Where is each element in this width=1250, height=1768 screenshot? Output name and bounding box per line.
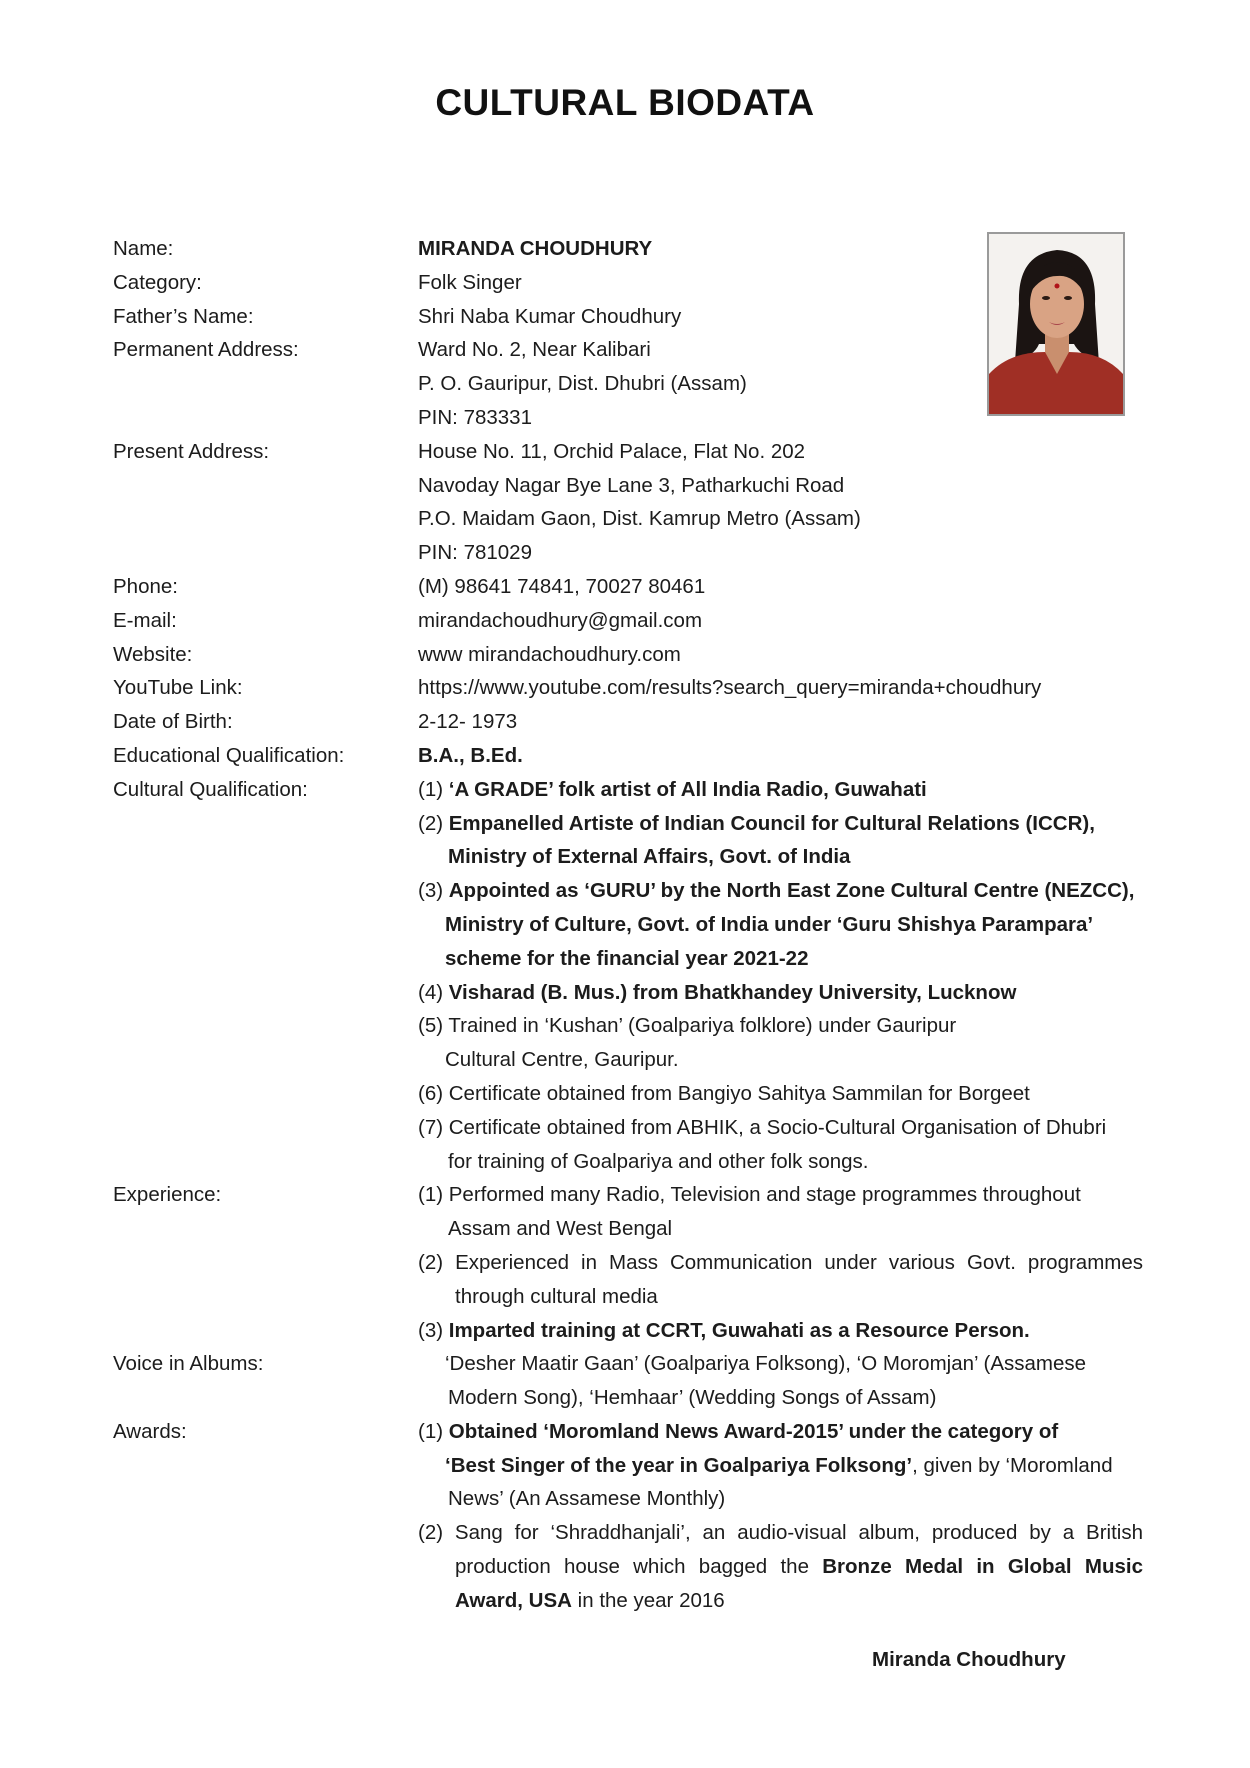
item-text: Bronze Medal in Global Music [822,1555,1143,1579]
item-text: Modern Song), ‘Hemhaar’ (Wedding Songs of Assam) [448,1386,937,1410]
phone-label: Phone: [113,574,178,598]
item-number: (2) [418,811,449,835]
father-row [113,300,1143,334]
email-row [113,604,1143,638]
address-line: P.O. Maidam Gaon, Dist. Kamrup Metro (Assam) [418,507,861,531]
dob-value: 2-12- 1973 [418,710,518,734]
permanent-address-value [418,333,1143,434]
experience-list [418,1178,1143,1347]
item-text: Appointed as ‘GURU’ by the North East Zone Cultural Centre (NEZCC), [448,879,1135,903]
name-label: Name: [113,237,174,260]
item-text: Empanelled Artiste of Indian Council for Cultural Relations (ICCR), [448,811,1095,835]
address-line: House No. 11, Orchid Palace, Flat No. 202 [418,439,806,463]
present-address-label: Present Address: [113,439,270,463]
item-text: (6) Certificate obtained from Bangiyo Sahitya Sammilan for Borgeet [418,1081,1030,1105]
youtube-value[interactable]: https://www.youtube.com/results?search_query=miranda+choudhury [418,676,1042,700]
item-text: (2) Experienced in Mass Communication under various Govt. programmes [418,1250,1143,1274]
youtube-label: YouTube Link: [113,676,243,700]
dob-row [113,705,1143,739]
cultural-list [418,773,1143,1179]
signature: Miranda Choudhury [872,1648,1066,1671]
awards-row [113,1415,1143,1618]
website-label: Website: [113,642,193,666]
albums-row [113,1347,1143,1415]
list-item [418,773,1143,807]
item-text: scheme for the financial year 2021-22 [445,946,809,970]
item-text: (5) Trained in ‘Kushan’ (Goalpariya folklore) under Gauripur [418,1014,957,1038]
address-line: PIN: 781029 [418,541,532,565]
list-item [418,874,1143,975]
list-item [418,1009,1143,1077]
list-item [418,1246,1143,1314]
dob-label: Date of Birth: [113,710,233,734]
item-text: Obtained ‘Moromland News Award-2015’ under the category of [448,1419,1059,1443]
item-text: Visharad (B. Mus.) from Bhatkhandey University, Lucknow [448,980,1017,1004]
permanent-address-row [113,333,1143,434]
list-item [418,1111,1143,1179]
address-line: Ward No. 2, Near Kalibari [418,338,651,362]
item-text: production house which bagged the [455,1555,823,1579]
list-item [418,1415,1143,1516]
item-text: Ministry of Culture, Govt. of India under ‘Guru Shishya Parampara’ [445,912,1094,936]
address-line: PIN: 783331 [418,405,532,429]
item-text: ‘Desher Maatir Gaan’ (Goalpariya Folksong), ‘O Moromjan’ (Assamese [445,1352,1087,1376]
phone-row [113,570,1143,604]
awards-label: Awards: [113,1419,187,1443]
list-item [418,1516,1143,1617]
item-text: News’ (An Assamese Monthly) [448,1487,726,1511]
permanent-address-label: Permanent Address: [113,338,299,362]
present-address-value [418,435,1143,570]
awards-list [418,1415,1143,1618]
item-number: (4) [418,980,449,1004]
address-line: P. O. Gauripur, Dist. Dhubri (Assam) [418,372,747,396]
item-number: (3) [418,879,449,903]
name-value: MIRANDA CHOUDHURY [418,237,653,260]
item-text: (2) Sang for ‘Shraddhanjali’, an audio-visual album, produced by a British [418,1521,1143,1545]
item-text: , given by ‘Moromland [912,1453,1113,1477]
biodata-body [113,232,1143,1618]
item-text: (7) Certificate obtained from ABHIK, a Socio-Cultural Organisation of Dhubri [418,1115,1107,1139]
item-text: for training of Goalpariya and other folk songs. [448,1149,869,1173]
education-label: Educational Qualification: [113,743,345,767]
item-text: Ministry of External Affairs, Govt. of India [448,845,851,869]
website-value[interactable]: www mirandachoudhury.com [418,642,681,666]
item-text: Award, USA [455,1588,572,1612]
albums-label: Voice in Albums: [113,1352,264,1376]
item-text: ‘Best Singer of the year in Goalpariya Folksong’ [445,1453,913,1477]
category-label: Category: [113,270,202,294]
list-item [418,1178,1143,1246]
education-value: B.A., B.Ed. [418,743,523,767]
item-text: through cultural media [455,1284,658,1308]
cultural-row [113,773,1143,1179]
name-row [113,232,1143,266]
document-title: CULTURAL BIODATA [435,82,815,123]
list-item [418,1077,1143,1111]
item-text: Cultural Centre, Gauripur. [445,1048,679,1072]
item-number: (1) [418,777,449,801]
list-item [418,1314,1143,1348]
education-row [113,739,1143,773]
list-item [418,807,1143,875]
father-value: Shri Naba Kumar Choudhury [418,304,682,328]
experience-label: Experience: [113,1183,222,1207]
item-text: in the year 2016 [571,1588,725,1612]
experience-row [113,1178,1143,1347]
email-value[interactable]: mirandachoudhury@gmail.com [418,608,703,632]
item-number: (1) [418,1419,449,1443]
cultural-label: Cultural Qualification: [113,777,308,801]
list-item [418,976,1143,1010]
email-label: E-mail: [113,608,177,632]
item-number: (3) [418,1318,449,1342]
category-value: Folk Singer [418,270,522,294]
category-row [113,266,1143,300]
albums-value [418,1347,1143,1415]
present-address-row [113,435,1143,570]
address-line: Navoday Nagar Bye Lane 3, Patharkuchi Road [418,473,845,497]
item-text: (1) Performed many Radio, Television and stage programmes throughout [418,1183,1081,1207]
phone-value: (M) 98641 74841, 70027 80461 [418,574,706,598]
item-text: ‘A GRADE’ folk artist of All India Radio, Guwahati [448,777,927,801]
father-label: Father’s Name: [113,304,254,328]
item-text: Assam and West Bengal [448,1217,673,1241]
item-text: Imparted training at CCRT, Guwahati as a Resource Person. [448,1318,1030,1342]
website-row [113,638,1143,672]
youtube-row [113,671,1143,705]
